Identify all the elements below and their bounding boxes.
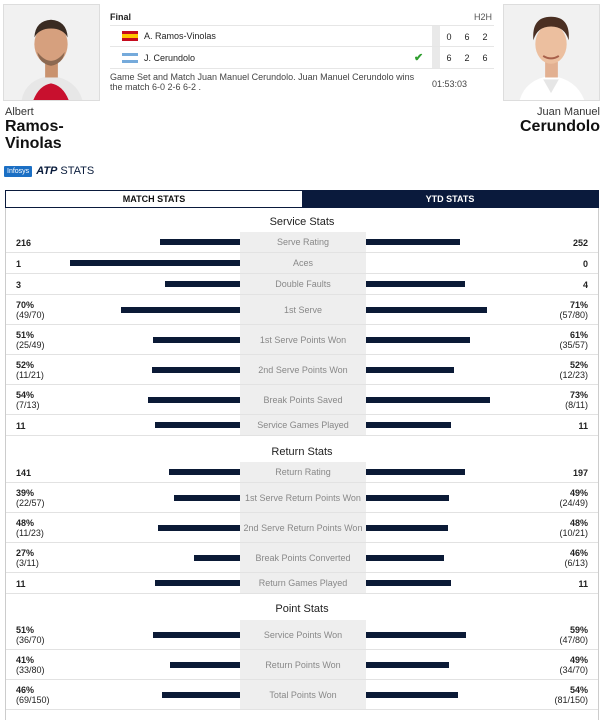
right-player-value xyxy=(564,548,588,568)
stat-row xyxy=(6,543,598,573)
match-result-message: Game Set and Match Juan Manuel Cerundolo. Juan Manuel Cerundolo wins the match 6-0 2-6 6-2 . xyxy=(110,72,415,92)
right-stat-bar xyxy=(366,397,490,403)
right-stat-value: 11 xyxy=(578,420,588,431)
left-stat-value: 54% xyxy=(16,390,35,400)
right-stat-bar xyxy=(366,307,487,313)
left-stat-value: 51% xyxy=(16,625,35,635)
right-stat-value: 46% xyxy=(569,548,588,558)
right-player-value xyxy=(573,468,588,478)
scoreboard xyxy=(110,25,494,69)
right-stat-bar xyxy=(366,662,449,668)
left-player-value xyxy=(16,468,31,478)
right-stat-bar xyxy=(366,469,465,475)
right-stat-value: 49% xyxy=(569,488,588,498)
set-score: 2 xyxy=(464,53,470,63)
left-player-first-name: Albert xyxy=(5,106,34,118)
left-stat-bar xyxy=(158,525,240,531)
left-player-value xyxy=(16,421,26,431)
right-stat-value: 252 xyxy=(572,237,588,248)
atp-logo: ATP xyxy=(36,165,58,177)
set-score: 6 xyxy=(432,47,458,68)
stats-panel xyxy=(5,208,599,720)
right-stat-value: 71% xyxy=(569,300,588,310)
right-stat-value: 0 xyxy=(582,258,588,269)
left-stat-bar xyxy=(165,281,240,287)
right-stat-value: 73% xyxy=(569,390,588,400)
stat-row xyxy=(6,415,598,436)
section-title: Point Stats xyxy=(275,603,329,615)
player-photo-right[interactable] xyxy=(503,4,600,101)
right-stat-value: 48% xyxy=(569,518,588,528)
right-player-value xyxy=(583,280,588,290)
stat-row xyxy=(6,573,598,594)
argentina-flag-icon xyxy=(122,53,138,63)
left-stat-value: 27% xyxy=(16,548,35,558)
left-stat-value: 39% xyxy=(16,488,35,498)
left-stat-value: 70% xyxy=(16,300,35,310)
left-player-value xyxy=(16,579,26,589)
score-row-player-1 xyxy=(110,25,494,47)
left-stat-bar xyxy=(70,260,240,266)
right-stat-fraction: (47/80) xyxy=(559,635,588,645)
right-player-value xyxy=(559,625,588,645)
infosys-atp-stats-logo xyxy=(4,164,94,178)
right-stat-bar xyxy=(366,337,470,343)
player-2-sets xyxy=(432,47,494,68)
stat-row xyxy=(6,295,598,325)
left-stat-value: 216 xyxy=(16,237,32,248)
stat-row xyxy=(6,274,598,295)
left-stat-bar xyxy=(160,239,240,245)
right-player-value xyxy=(578,421,588,431)
right-stat-bar xyxy=(366,422,451,428)
stat-label: 1st Serve Points Won xyxy=(240,325,366,354)
stat-label: 2nd Serve Return Points Won xyxy=(240,513,366,542)
right-stat-fraction: (8/11) xyxy=(565,400,588,410)
stat-label: Service Points Won xyxy=(240,620,366,649)
stat-label: Aces xyxy=(240,253,366,273)
left-stat-fraction: (36/70) xyxy=(16,635,45,645)
stat-label: Return Games Played xyxy=(240,573,366,593)
set-score: 0 xyxy=(432,26,458,46)
right-stat-bar xyxy=(366,239,460,245)
tab-ytd-stats[interactable]: YTD STATS xyxy=(302,191,598,207)
left-player-value xyxy=(16,259,21,269)
match-status: Final xyxy=(110,12,132,22)
h2h-link[interactable]: H2H xyxy=(474,12,493,22)
right-stat-value: 54% xyxy=(569,685,588,695)
left-player-value xyxy=(16,360,44,380)
right-player-value xyxy=(559,488,588,508)
right-player-value xyxy=(559,655,588,675)
right-player-value xyxy=(573,238,588,248)
left-player-value xyxy=(16,625,45,645)
left-stat-fraction: (25/49) xyxy=(16,340,45,350)
right-stat-fraction: (57/80) xyxy=(559,310,588,320)
left-stat-fraction: (49/70) xyxy=(16,310,45,320)
left-stat-value: 48% xyxy=(16,518,35,528)
left-player-value xyxy=(16,488,45,508)
left-stat-fraction: (69/150) xyxy=(16,695,50,705)
left-stat-value: 46% xyxy=(16,685,35,695)
section-title: Service Stats xyxy=(269,216,335,228)
right-stat-value: 197 xyxy=(572,467,588,478)
right-stat-bar xyxy=(366,555,444,561)
left-player-value xyxy=(16,685,50,705)
stat-row xyxy=(6,385,598,415)
right-stat-fraction: (81/150) xyxy=(554,695,588,705)
infosys-logo: Infosys xyxy=(4,166,32,177)
left-player-value xyxy=(16,280,21,290)
stat-label: Return Points Won xyxy=(240,650,366,679)
score-row-player-2 xyxy=(110,47,494,69)
player-1-name[interactable]: A. Ramos-Vinolas xyxy=(144,31,216,41)
stat-row xyxy=(6,513,598,543)
right-player-first-name: Juan Manuel xyxy=(537,106,600,118)
left-stat-bar xyxy=(152,367,240,373)
left-stat-fraction: (3/11) xyxy=(16,558,39,568)
left-stat-bar xyxy=(121,307,240,313)
stat-label: Return Rating xyxy=(240,462,366,482)
left-stat-bar xyxy=(153,632,240,638)
right-stat-bar xyxy=(366,632,466,638)
left-stat-bar xyxy=(162,692,240,698)
right-stat-fraction: (24/49) xyxy=(559,498,588,508)
right-stat-bar xyxy=(366,580,451,586)
stat-row xyxy=(6,483,598,513)
stat-row xyxy=(6,680,598,710)
right-stat-fraction: (10/21) xyxy=(559,528,588,538)
left-player-value xyxy=(16,238,31,248)
stat-label: 1st Serve xyxy=(240,295,366,324)
stat-label: Break Points Saved xyxy=(240,385,366,414)
left-stat-value: 11 xyxy=(16,420,26,431)
stat-row xyxy=(6,253,598,274)
right-stat-fraction: (35/57) xyxy=(559,340,588,350)
left-stat-bar xyxy=(155,580,240,586)
set-score: 2 xyxy=(482,32,488,42)
stat-row xyxy=(6,355,598,385)
left-player-value xyxy=(16,390,40,410)
right-stat-bar xyxy=(366,367,454,373)
right-player-value xyxy=(559,518,588,538)
stat-label: Double Faults xyxy=(240,274,366,294)
right-player-value xyxy=(559,360,588,380)
right-player-value xyxy=(559,300,588,320)
left-stat-bar xyxy=(153,337,240,343)
right-stat-fraction: (12/23) xyxy=(559,370,588,380)
stats-tabs xyxy=(5,190,599,208)
stat-label: Break Points Converted xyxy=(240,543,366,572)
left-stat-bar xyxy=(174,495,240,501)
left-player-last-name[interactable]: Ramos-Vinolas xyxy=(5,118,64,152)
stat-label: Serve Rating xyxy=(240,232,366,252)
left-stat-value: 41% xyxy=(16,655,35,665)
right-player-value xyxy=(565,390,588,410)
left-stat-bar xyxy=(170,662,240,668)
left-player-value xyxy=(16,518,44,538)
right-stat-value: 4 xyxy=(582,279,588,290)
left-stat-fraction: (7/13) xyxy=(16,400,40,410)
right-stat-fraction: (34/70) xyxy=(559,665,588,675)
set-score: 6 xyxy=(464,32,470,42)
left-player-value xyxy=(16,548,39,568)
right-stat-bar xyxy=(366,281,465,287)
left-stat-bar xyxy=(194,555,240,561)
left-stat-bar xyxy=(148,397,240,403)
left-stat-fraction: (22/57) xyxy=(16,498,45,508)
left-stat-value: 52% xyxy=(16,360,35,370)
right-player-value xyxy=(578,579,588,589)
left-stat-fraction: (33/80) xyxy=(16,665,45,675)
left-stat-value: 3 xyxy=(16,279,22,290)
left-stat-value: 141 xyxy=(16,467,32,478)
right-stat-value: 11 xyxy=(578,578,588,589)
right-stat-fraction: (6/13) xyxy=(564,558,588,568)
match-duration: 01:53:03 xyxy=(432,79,468,89)
stat-label: 2nd Serve Points Won xyxy=(240,355,366,384)
player-1-sets xyxy=(432,26,494,46)
stat-label: Service Games Played xyxy=(240,415,366,435)
stat-row xyxy=(6,232,598,253)
right-stat-value: 59% xyxy=(569,625,588,635)
spain-flag-icon xyxy=(122,31,138,41)
tab-match-stats[interactable]: MATCH STATS xyxy=(6,191,302,207)
player-photo-left[interactable] xyxy=(3,4,100,101)
right-stat-value: 52% xyxy=(569,360,588,370)
stat-row xyxy=(6,650,598,680)
right-player-value xyxy=(554,685,588,705)
stat-row xyxy=(6,620,598,650)
left-stat-value: 11 xyxy=(16,578,26,589)
set-score: 6 xyxy=(482,53,488,63)
stat-row xyxy=(6,325,598,355)
stat-label: 1st Serve Return Points Won xyxy=(240,483,366,512)
right-stat-bar xyxy=(366,495,449,501)
right-stat-bar xyxy=(366,525,448,531)
left-stat-bar xyxy=(155,422,240,428)
stats-label: STATS xyxy=(60,165,95,177)
left-stat-fraction: (11/21) xyxy=(16,370,44,380)
winner-check-icon: ✔ xyxy=(414,52,424,64)
right-stat-value: 49% xyxy=(569,655,588,665)
left-player-value xyxy=(16,330,45,350)
stat-label: Total Points Won xyxy=(240,680,366,709)
right-player-last-name[interactable]: Cerundolo xyxy=(520,118,600,135)
right-stat-bar xyxy=(366,692,458,698)
right-player-value xyxy=(559,330,588,350)
section-title: Return Stats xyxy=(271,446,333,458)
left-stat-value: 1 xyxy=(16,258,22,269)
left-player-value xyxy=(16,300,45,320)
player-2-name[interactable]: J. Cerundolo xyxy=(144,52,196,63)
left-stat-value: 51% xyxy=(16,330,35,340)
right-player-value xyxy=(583,259,588,269)
right-stat-value: 61% xyxy=(569,330,588,340)
left-stat-bar xyxy=(169,469,240,475)
left-stat-fraction: (11/23) xyxy=(16,528,44,538)
stat-row xyxy=(6,462,598,483)
left-player-value xyxy=(16,655,45,675)
